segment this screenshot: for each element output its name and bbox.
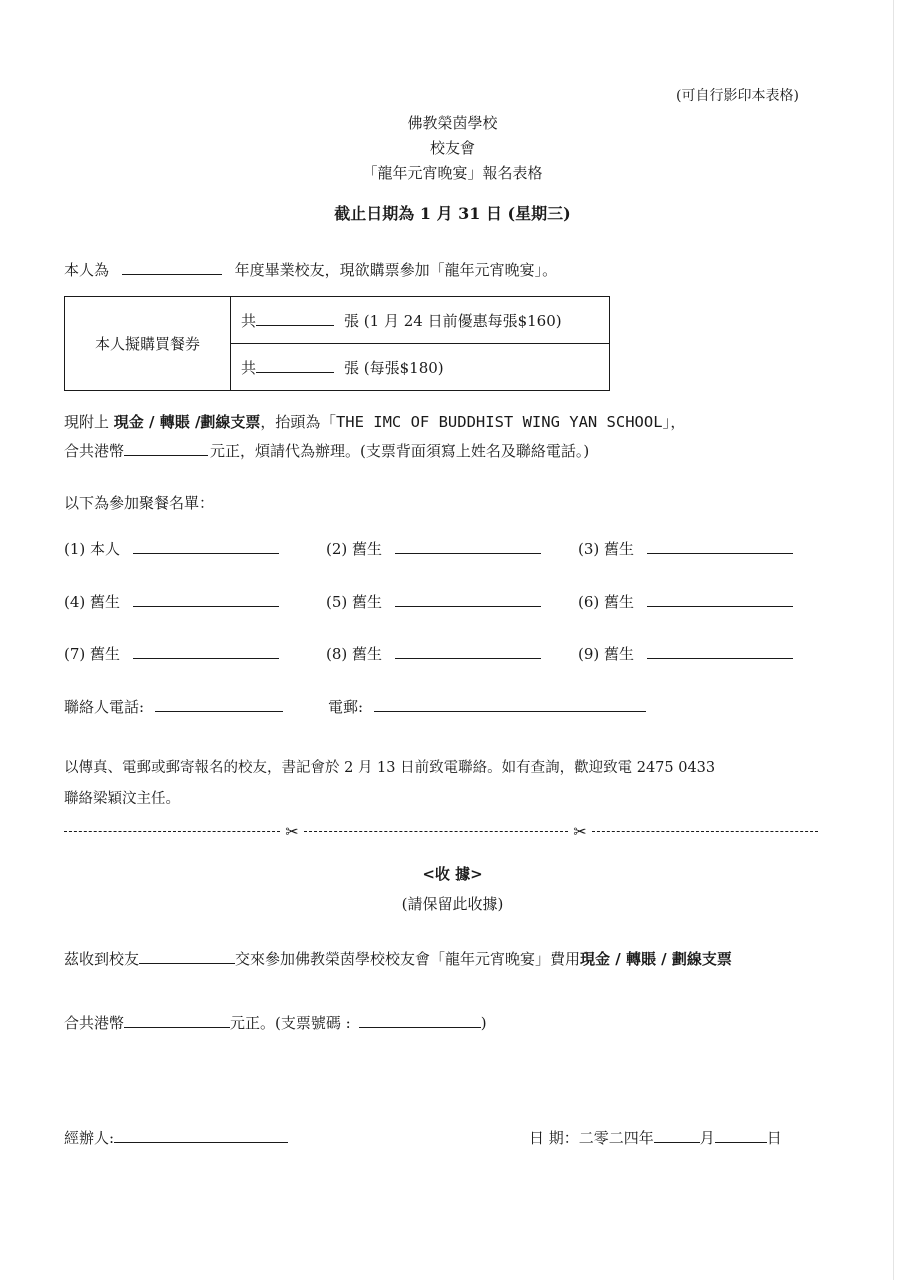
payment-mid: ，抬頭為 (260, 413, 321, 431)
form-title: 「龍年元宵晚宴」報名表格 (362, 164, 543, 182)
notice-line-2: 聯絡梁穎汶主任。 (64, 791, 180, 807)
contact-email-label: 電郵: (328, 698, 364, 716)
attendee-name-field[interactable] (395, 553, 541, 554)
month-label: 月 (699, 1129, 715, 1147)
payment-line-2 (64, 440, 589, 461)
attendee-heading: 以下為參加聚餐名單： (64, 494, 215, 512)
ticket-table-label: 本人擬購買餐券 (65, 297, 231, 391)
attendee-label: (7) 舊生 (64, 645, 121, 663)
contact-phone-field[interactable] (155, 711, 283, 712)
attendee-entry (64, 538, 279, 559)
ticket-option-suffix: 張 (1 月 24 日前優惠每張$160) (344, 311, 562, 330)
attendee-label: (3) 舊生 (578, 540, 635, 558)
graduation-year-field[interactable] (122, 274, 222, 275)
attendee-entry (326, 538, 541, 559)
payment-amount-prefix: 合共港幣 (64, 442, 125, 460)
receipt-methods: 現金 / 轉賬 / 劃線支票 (580, 950, 732, 968)
attendee-label: (5) 舊生 (326, 593, 383, 611)
receipt-line-2 (64, 1012, 487, 1033)
cheque-number-field[interactable] (359, 1027, 481, 1028)
ticket-option-suffix: 張 (每張$180) (344, 358, 444, 377)
payment-amount-field[interactable] (124, 455, 208, 456)
receipt-mid: 交來參加佛教榮茵學校校友會「龍年元宵晚宴」費用 (235, 950, 581, 968)
attendee-label: (9) 舊生 (578, 645, 635, 663)
ticket-option-early (231, 297, 610, 344)
date-day-field[interactable] (715, 1142, 767, 1143)
day-label: 日 (766, 1129, 782, 1147)
ticket-option-regular (231, 344, 610, 391)
date-row (529, 1127, 782, 1148)
intro-line (64, 259, 557, 280)
attendee-name-field[interactable] (395, 606, 541, 607)
cheque-payee: 「THE IMC OF BUDDHIST WING YAN SCHOOL」 (320, 413, 671, 431)
attendee-name-field[interactable] (647, 658, 793, 659)
handler-signature-field[interactable] (114, 1142, 288, 1143)
receipt-prefix: 茲收到校友 (64, 950, 140, 968)
handler-row (64, 1127, 288, 1148)
cut-line-dash (592, 831, 818, 832)
cut-line-dash (64, 831, 280, 832)
date-label: 日 期：二零二四年 (529, 1129, 654, 1147)
attendee-entry (64, 591, 279, 612)
attendee-entry (578, 538, 793, 559)
attendee-entry (64, 643, 279, 664)
contact-email-field[interactable] (374, 711, 646, 712)
attendee-label: (8) 舊生 (326, 645, 383, 663)
handler-label: 經辦人: (64, 1129, 115, 1147)
attendee-entry (578, 591, 793, 612)
deadline-text: 截止日期為 1 月 31 日 (星期三) (334, 204, 571, 223)
ticket-option-prefix: 共 (241, 358, 257, 377)
cut-line (64, 822, 818, 842)
receipt-subtitle: (請保留此收據) (401, 895, 504, 913)
attendee-entry (578, 643, 793, 664)
regular-ticket-qty-field[interactable] (256, 372, 334, 373)
receipt-amount-mid: 元正。(支票號碼 : (230, 1014, 351, 1032)
attendee-name-field[interactable] (647, 606, 793, 607)
attendee-label: (4) 舊生 (64, 593, 121, 611)
association-name: 校友會 (429, 139, 475, 157)
payment-line-1 (64, 410, 685, 432)
receipt-title: <收 據> (422, 865, 483, 883)
attendee-label: (6) 舊生 (578, 593, 635, 611)
school-name: 佛教榮茵學校 (407, 114, 498, 132)
intro-suffix: 年度畢業校友，現欲購票參加「龍年元宵晚宴」。 (234, 261, 558, 279)
ticket-option-prefix: 共 (241, 311, 257, 330)
contact-email-row (328, 696, 646, 717)
attendee-label: (2) 舊生 (326, 540, 383, 558)
contact-phone-label: 聯絡人電話: (64, 698, 145, 716)
photocopy-note: (可自行影印本表格) (676, 88, 799, 104)
receipt-amount-end: ) (480, 1014, 487, 1032)
attendee-entry (326, 643, 541, 664)
attendee-name-field[interactable] (395, 658, 541, 659)
date-month-field[interactable] (654, 1142, 700, 1143)
payment-end: ， (670, 413, 686, 431)
scissors-icon: ✂ (285, 822, 299, 841)
early-ticket-qty-field[interactable] (256, 325, 334, 326)
scissors-icon: ✂ (573, 822, 587, 841)
intro-prefix: 本人為 (64, 261, 110, 279)
receipt-amount-prefix: 合共港幣 (64, 1014, 125, 1032)
attendee-name-field[interactable] (133, 606, 279, 607)
receipt-amount-field[interactable] (124, 1027, 230, 1028)
attendee-entry (326, 591, 541, 612)
cut-line-dash (304, 831, 568, 832)
ticket-table (64, 296, 610, 391)
attendee-name-field[interactable] (647, 553, 793, 554)
receipt-line-1 (64, 948, 732, 969)
payment-amount-suffix: 元正，煩請代為辦理。(支票背面須寫上姓名及聯絡電話。) (210, 442, 590, 460)
payment-methods: 現金 / 轉賬 /劃線支票 (113, 413, 261, 431)
page-edge-line (893, 0, 894, 1280)
notice-line-1: 以傳真、電郵或郵寄報名的校友，書記會於 2 月 13 日前致電聯絡。如有查詢，歡迎致電 2475 0433 (64, 760, 716, 776)
attendee-name-field[interactable] (133, 553, 279, 554)
payment-prefix: 現附上 (64, 413, 110, 431)
attendee-name-field[interactable] (133, 658, 279, 659)
contact-phone-row (64, 696, 283, 717)
attendee-label: (1) 本人 (64, 540, 121, 558)
receipt-alumni-name-field[interactable] (139, 963, 235, 964)
